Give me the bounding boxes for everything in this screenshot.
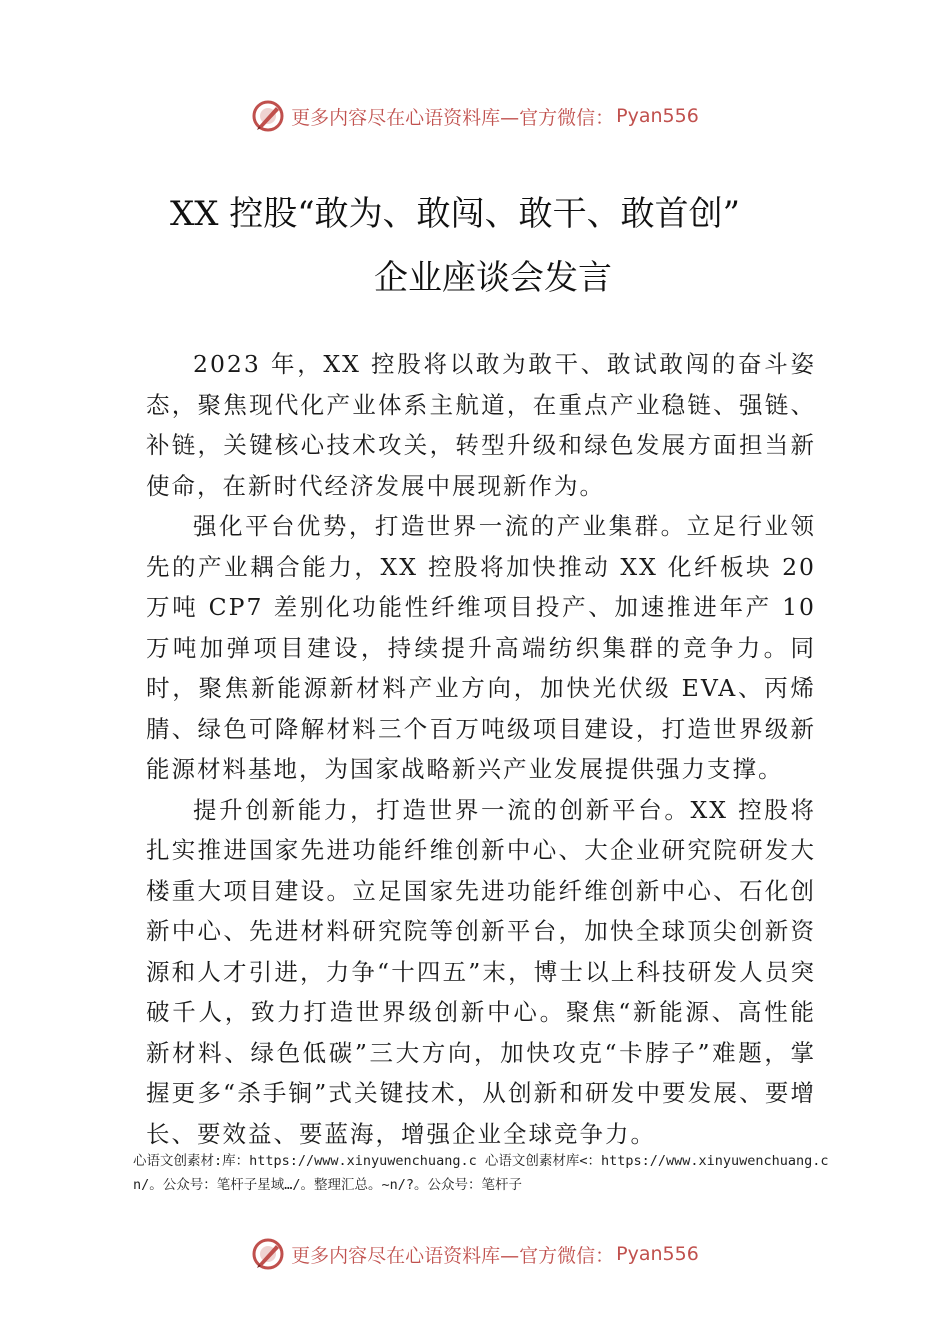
document-title-line-1: XX 控股“敢为、敢闯、敢干、敢首创” <box>170 194 740 234</box>
paragraph-3: 提升创新能力，打造世界一流的创新平台。XX 控股将扎实推进国家先进功能纤维创新中心、大企业研究院研发大楼重大项目建设。立足国家先进功能纤维创新中心、石化创新中心、先进材料研究院等创新平台，加快全球顶尖创新资源和人才引进，力争“十四五”末，博士以上科技研发人员突破千人，致力打造世界级创新中心。聚焦“新能源、高性能新材料、绿色低碳”三大方向，加快攻克“卡脖子”难题，掌握更多“杀手锏”式关键技术，从创新和研发中要发展、要增长、要效益、要蓝海，增强企业全球竞争力。 <box>146 795 816 1148</box>
watermark-contact: Pyan556 <box>616 1243 699 1265</box>
quill-pen-logo-icon <box>251 1237 285 1271</box>
header-watermark <box>0 96 950 136</box>
document-body <box>146 344 816 1154</box>
watermark-contact: Pyan556 <box>616 105 699 127</box>
quill-pen-logo-icon <box>251 99 285 133</box>
watermark-text: 更多内容尽在心语资料库—官方微信： <box>291 1244 615 1267</box>
footer-watermark <box>0 1234 950 1274</box>
source-footnote: 心语文创素材:库：https://www.xinyuwenchuang.c 心语文创素材库<：https://www.xinyuwenchuang.cn/。公众号：笔杆子星域…/。整理汇总。~n/?。公众号：笔杆子 <box>133 1153 829 1193</box>
document-title-line-2: 企业座谈会发言 <box>374 258 612 298</box>
watermark-text: 更多内容尽在心语资料库—官方微信： <box>291 106 615 129</box>
paragraph-2: 强化平台优势，打造世界一流的产业集群。立足行业领先的产业耦合能力，XX 控股将加快推动 XX 化纤板块 20 万吨 CP7 差别化功能性纤维项目投产、加速推进年产 10 万吨加弹项目建设，持续提升高端纺织集群的竞争力。同时，聚焦新能源新材料产业方向，加快光伏级 EVA、丙烯腈、绿色可降解材料三个百万吨级项目建设，打造世界级新能源材料基地，为国家战略新兴产业发展提供强力支撑。 <box>146 512 816 783</box>
paragraph-1: 2023 年，XX 控股将以敢为敢干、敢试敢闯的奋斗姿态，聚焦现代化产业体系主航道，在重点产业稳链、强链、补链，关键核心技术攻关，转型升级和绿色发展方面担当新使命，在新时代经济发展中展现新作为。 <box>146 350 816 500</box>
